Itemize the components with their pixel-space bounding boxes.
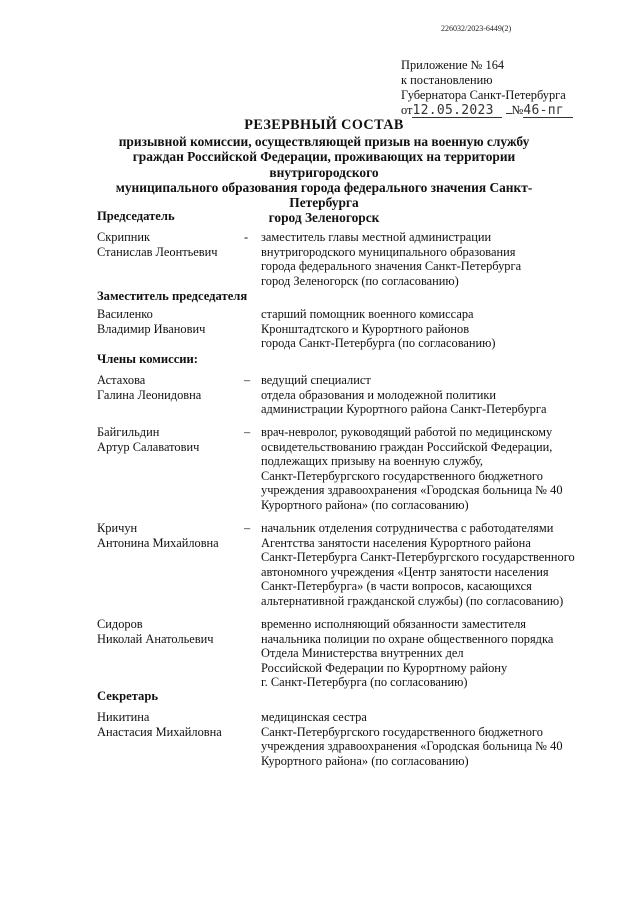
person-name — [97, 521, 247, 550]
title-line: город Зеленогорск — [268, 210, 380, 226]
person-given-name: Антонина Михайловна — [97, 535, 219, 550]
appendix-line-1: Приложение № 164 — [401, 58, 505, 72]
person-surname: Сидоров — [97, 617, 143, 631]
person-position: временно исполняющий обязанности заместителя начальника полиции по охране общественного порядка Отдела Министерства внутренних дел Российской Федерации по Курортному району г. Санкт-Петербурга (по согласованию) — [261, 617, 554, 690]
person-given-name: Артур Салаватович — [97, 439, 200, 454]
person-name — [97, 425, 247, 454]
person-position: заместитель главы местной администрации внутригородского муниципального образования города федерального значения Санкт-Петербурга город Зеленогорск (по согласованию) — [261, 230, 522, 288]
section-deputy: Заместитель председателя — [97, 289, 248, 303]
person-name — [97, 710, 247, 739]
appendix-block — [401, 58, 601, 118]
date-prefix: от — [401, 103, 413, 117]
dash: – — [244, 425, 251, 439]
dash: – — [244, 521, 251, 535]
appendix-line-3: Губернатора Санкт-Петербурга — [401, 88, 566, 102]
person-surname: Василенко — [97, 307, 153, 321]
person-surname: Никитина — [97, 710, 150, 724]
dash: – — [244, 373, 251, 387]
person-position: врач-невролог, руководящий работой по медицинскому освидетельствованию граждан Российской Федерации, подлежащих призыву на военную службу, Санкт-Петербургского государственного бюджетного учреждения здравоохранения «Городская больница № 40 Курортного района» (по согласованию) — [261, 425, 563, 512]
person-given-name: Владимир Иванович — [97, 321, 206, 336]
handwritten-date: 12.05.2023 — [412, 104, 502, 118]
section-secretary: Секретарь — [97, 689, 158, 703]
title-main: РЕЗЕРВНЫЙ СОСТАВ — [244, 117, 404, 133]
person-given-name: Станислав Леонтьевич — [97, 244, 218, 259]
title-line: граждан Российской Федерации, проживающих на территории внутригородского — [132, 149, 516, 180]
person-name — [97, 230, 247, 259]
section-members: Члены комиссии: — [97, 352, 199, 366]
handwritten-number: 46-пг — [523, 104, 573, 118]
person-position: старший помощник военного комиссара Кронштадтского и Курортного районов города Санкт-Петербурга (по согласованию) — [261, 307, 496, 351]
dash: - — [244, 230, 249, 244]
appendix-date-line — [401, 103, 601, 118]
person-given-name: Анастасия Михайловна — [97, 724, 222, 739]
appendix-line-2: к постановлению — [401, 73, 493, 87]
person-position: медицинская сестра Санкт-Петербургского государственного бюджетного учреждения здравоохранения «Городская больница № 40 Курортного района» (по согласованию) — [261, 710, 563, 768]
person-position: начальник отделения сотрудничества с работодателями Агентства занятости населения Курортного района Санкт-Петербурга Санкт-Петербургского государственного автономного учреждения «Центр занятости населения Санкт-Петербурга» (в части вопросов, касающихся альтернативной гражданской службы) (по согласованию) — [261, 521, 575, 608]
person-position: ведущий специалист отдела образования и молодежной политики администрации Курортного района Санкт-Петербурга — [261, 373, 547, 417]
title-line: призывной комиссии, осуществляющей призыв на военную службу — [118, 134, 530, 150]
person-name — [97, 373, 247, 402]
person-surname: Астахова — [97, 373, 146, 387]
document-registration-number: 226032/2023-6449(2) — [441, 24, 512, 33]
person-surname: Байгильдин — [97, 425, 160, 439]
person-given-name: Николай Анатольевич — [97, 631, 214, 646]
person-name — [97, 617, 247, 646]
title-line: муниципального образования города федерального значения Санкт-Петербурга — [115, 179, 533, 211]
person-surname: Кричун — [97, 521, 138, 535]
section-chairman: Председатель — [97, 209, 175, 223]
person-given-name: Галина Леонидовна — [97, 387, 202, 402]
person-name — [97, 307, 247, 336]
number-prefix: № — [511, 103, 524, 117]
person-surname: Скрипник — [97, 230, 151, 244]
